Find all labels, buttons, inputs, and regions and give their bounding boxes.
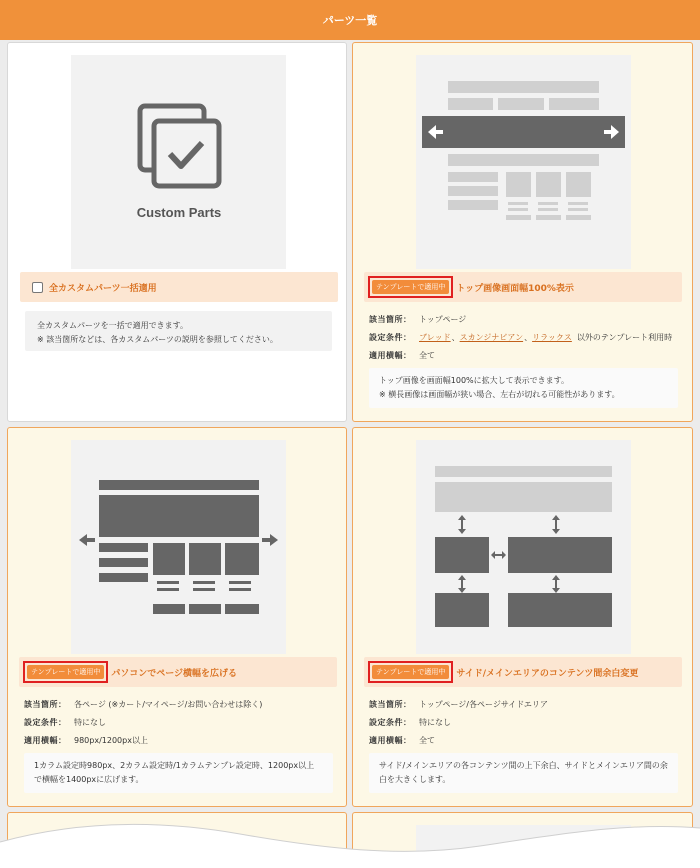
parts-thumbnail: [71, 440, 286, 654]
page-header: [0, 0, 700, 40]
info-value: 特になし: [419, 717, 451, 727]
info-value: 全て: [419, 735, 435, 745]
desc-line: 全カスタムパーツを一括で適用できます。: [37, 321, 189, 330]
info-label: 設定条件：: [369, 717, 412, 727]
card-note: [24, 753, 333, 793]
card-title: トップ画像画面幅100%表示: [456, 283, 574, 294]
info-condition-row: [369, 713, 681, 731]
info-value: 全て: [419, 350, 435, 360]
parts-thumbnail: [71, 55, 286, 269]
info-label: 適用横幅：: [369, 350, 412, 360]
info-value: トップページ/各ページサイドエリア: [419, 699, 548, 709]
parts-card-spacing: [352, 427, 693, 807]
card-info: [369, 695, 681, 749]
card-info: [369, 310, 681, 364]
badge-highlight: [368, 661, 453, 683]
note-line: 1カラム設定時980px、2カラム設定時/1カラムテンプレ設定時、1200px以上: [34, 761, 315, 770]
info-condition-row: [369, 328, 681, 346]
card-title: パソコンでページ横幅を広げる: [111, 668, 238, 679]
note-line: ※ 横長画像は画面幅が狭い場合、左右が切れる可能性があります。: [379, 390, 620, 399]
card-description: [25, 311, 332, 351]
status-badge: テンプレートで適用中: [27, 665, 104, 679]
parts-thumbnail: [416, 55, 631, 269]
card-note: [369, 368, 678, 408]
status-badge: テンプレートで適用中: [372, 280, 449, 294]
card-titlebar: [19, 657, 337, 687]
info-label: 設定条件：: [369, 332, 412, 342]
template-link-scandinavian[interactable]: スカンジナビアン: [459, 332, 524, 342]
checkbox-icon[interactable]: [32, 282, 43, 293]
info-value: 以外のテンプレート利用時: [576, 332, 673, 342]
info-value: 各ページ (※カート/マイページ/お問い合わせは除く): [74, 699, 263, 709]
custom-parts-icon: [71, 55, 286, 269]
parts-card-custom: [7, 42, 347, 422]
parts-thumbnail: [416, 440, 631, 654]
link-separator: 、: [524, 332, 533, 342]
card-title: 全カスタムパーツ一括適用: [49, 283, 157, 294]
arrow-right-icon: [270, 534, 278, 546]
badge-highlight: [23, 661, 108, 683]
badge-highlight: [368, 276, 453, 298]
layout-illustration: [416, 55, 631, 269]
info-location-row: [369, 695, 681, 713]
parts-card-top-image: [352, 42, 693, 422]
apply-all-toggle[interactable]: [20, 272, 338, 302]
info-width-row: [24, 731, 336, 749]
info-condition-row: [24, 713, 336, 731]
parts-card-page-width: [7, 427, 347, 807]
note-line: で横幅を1400pxに広げます。: [34, 775, 144, 784]
arrow-left-icon: [79, 534, 87, 546]
page-title: パーツ一覧: [322, 14, 378, 27]
info-location-row: [369, 310, 681, 328]
info-label: 適用横幅：: [24, 735, 67, 745]
info-label: 該当箇所：: [369, 699, 412, 709]
info-value: 特になし: [74, 717, 106, 727]
card-info: [24, 695, 336, 749]
note-line: トップ画像を画面幅100%に拡大して表示できます。: [379, 376, 569, 385]
desc-line: ※ 該当箇所などは、各カスタムパーツの説明を参照してください。: [37, 335, 278, 344]
info-width-row: [369, 731, 681, 749]
layout-illustration: [416, 440, 631, 654]
note-line: 白を大きくします。: [379, 775, 451, 784]
link-separator: 、: [451, 332, 460, 342]
torn-edge-divider: [0, 800, 700, 868]
card-titlebar: [364, 272, 682, 302]
info-label: 該当箇所：: [24, 699, 67, 709]
status-badge: テンプレートで適用中: [372, 665, 449, 679]
card-note: [369, 753, 678, 793]
info-value: 980px/1200px以上: [74, 735, 148, 745]
card-titlebar: [364, 657, 682, 687]
note-line: サイド/メインエリアの各コンテンツ間の上下余白、サイドとメインエリア間の余: [379, 761, 668, 770]
info-label: 設定条件：: [24, 717, 67, 727]
card-title: サイド/メインエリアのコンテンツ間余白変更: [456, 668, 639, 679]
layout-illustration: [71, 440, 286, 654]
template-link-bread[interactable]: ブレッド: [419, 332, 451, 342]
info-label: 該当箇所：: [369, 314, 412, 324]
info-label: 適用横幅：: [369, 735, 412, 745]
info-value: トップページ: [419, 314, 467, 324]
info-location-row: [24, 695, 336, 713]
template-link-relax[interactable]: リラックス: [532, 332, 572, 342]
info-width-row: [369, 346, 681, 364]
thumb-caption: Custom Parts: [136, 205, 222, 220]
